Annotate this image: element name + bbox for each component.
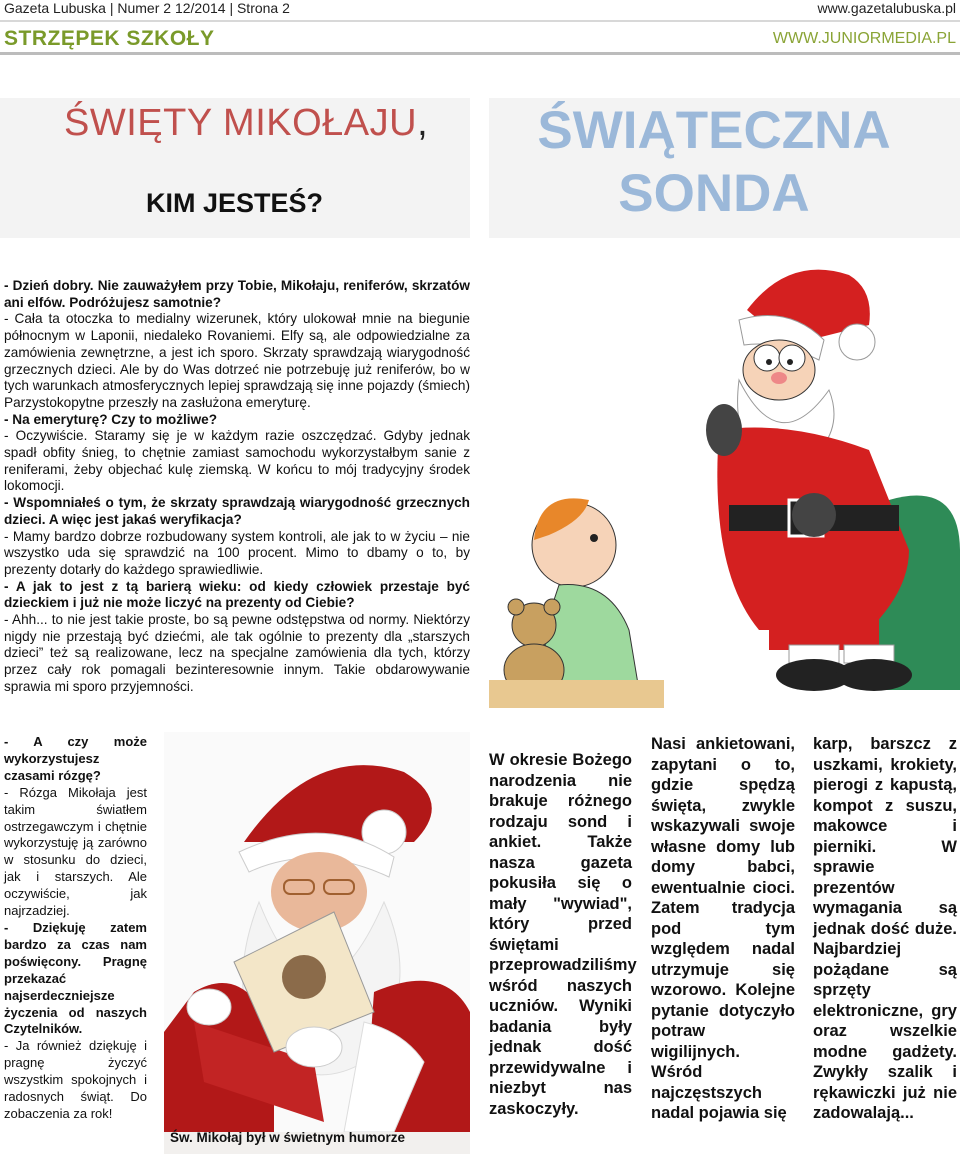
question: - Wspomniałeś o tym, że skrzaty sprawdzają wiarygodność grzecznych dzieci. A więc jest jakaś weryfikacja?	[4, 495, 470, 527]
survey-column-1: W okresie Bożego narodzenia nie brakuje różnego rodzaju sond i ankiet. Także nasza gazeta pokusiła się o mały "wywiad", który przed świętami przeprowadziliśmy wśród naszych uczniów. Wyniki badania były jednak dość przewidywalne i niezbyt nas zaskoczyły.	[489, 751, 637, 1118]
question: - A jak to jest z tą barierą wieku: od kiedy człowiek przestaje być dzieckiem i już nie może liczyć na prezenty od Ciebie?	[4, 578, 470, 611]
question: - A czy może wykorzystujesz czasami rózgę?	[4, 734, 147, 783]
answer: - Ahh... to nie jest takie proste, bo są pewne odstępstwa od normy. Niektórzy nigdy nie przestają być dziećmi, ale tak ogólnie to prezenty dla „starszych dzieci” też są realizowane, lecz na specjalne zamówienia dla tych, którzy przez cały rok pomagali bezinteresownie innym. Takie obdarowywanie sprawia mi sporo przyjemności.	[4, 612, 470, 694]
header-rule	[0, 20, 960, 22]
santa-photo	[164, 732, 470, 1154]
santa-photo-svg	[164, 732, 470, 1132]
survey-column-2: Nasi ankietowani, zapytani o to, gdzie spędzą święta, zwykle wskazywali swoje własne domy lub domy babci, ewentualnie cioci. Zatem tradycja pod tym względem nadal utrzymuje się wzorowo. Kolejne pytanie dotyczyło potraw wigilijnych. Wśród najczęstszych nadal pojawia się	[651, 735, 795, 1122]
survey-title-line2: SONDA	[618, 164, 810, 223]
survey-column-3: karp, barszcz z uszkami, krokiety, pierogi z kapustą, kompot z suszu, makowce i pierniki. W sprawie prezentów wymagania są jednak dość duże. Najbardziej pożądane są sprzęty elektroniczne, gry oraz wszelkie modne gadżety. Zwykły szalik i rękawiczki już nie zadowalają...	[813, 735, 957, 1122]
answer: - Oczywiście. Staramy się je w każdym razie oszczędzać. Gdyby jednak spadł obfity śnieg, to chętnie zamiast samochodu wykorzystałbym sanie z reniferami, żeby objechać kulę ziemską. W końcu to mój tradycyjny środek lokomocji.	[4, 428, 470, 494]
answer: - Cała ta otoczka to medialny wizerunek, który ulokował mnie na biegunie północnym w Laponii, niedaleko Rovaniemi. Elfy są, ale odpowiedzialne za zamówienia zewnętrzne, a jest ich sporo. Skrzaty sprawdzają wiarygodność grzecznych dzieci. Ale by do Was dotrzeć nie potrzebuję już reniferów, bo w tych warunkach atmosferycznych lepiej sprawdzają się inne pojazdy (śmiech) Parzystokopytne przeszły na zasłużona emeryturę.	[4, 311, 470, 410]
answer: - Mamy bardzo dobrze rozbudowany system kontroli, ale jak to w życiu – nie wszystko uda się sprawdzić na 100 procent. Mimo to dbamy o to, by prezenty dotarły do każdego sprawiedliwie.	[4, 528, 470, 577]
answer: - Rózga Mikołaja jest takim światłem ostrzegawczym i chętnie wykorzystuję ją zarówno w stosunku do dzieci, jak i starszych. Ale oczywiście, jak najrzadziej.	[4, 784, 147, 919]
section-title: STRZĘPEK SZKOŁY	[4, 27, 215, 50]
article-title	[64, 102, 428, 145]
title-box-interview	[0, 98, 470, 238]
section-rule	[0, 52, 960, 55]
article-title-comma: ,	[417, 102, 429, 144]
answer: - Ja również dziękuję i pragnę życzyć wszystkim spokojnych i radosnych świąt. Do zobaczenia za rok!	[4, 1038, 147, 1121]
interview-continuation	[4, 734, 147, 1123]
question: - Dziękuję zatem bardzo za czas nam poświęcony. Pragnę przekazać najserdeczniejsze życzenia od naszych Czytelników.	[4, 919, 147, 1037]
question: - Dzień dobry. Nie zauważyłem przy Tobie, Mikołaju, reniferów, skrzatów ani elfów. Podróżujesz samotnie?	[4, 278, 470, 310]
article-subtitle: KIM JESTEŚ?	[146, 188, 324, 218]
site-url[interactable]: www.gazetalubuska.pl	[817, 0, 956, 16]
question: - Na emeryturę? Czy to możliwe?	[4, 411, 218, 427]
article-title-text: ŚWIĘTY MIKOŁAJU	[64, 102, 418, 144]
cartoon-santa-illustration	[489, 250, 960, 708]
issue-info: Gazeta Lubuska | Numer 2 12/2014 | Strona 2	[4, 0, 290, 16]
cartoon-santa-svg	[489, 250, 960, 708]
interview-text	[4, 278, 470, 696]
photo-caption: Św. Mikołaj był w świetnym humorze	[170, 1130, 406, 1145]
survey-title-line1: ŚWIĄTECZNA	[537, 101, 891, 160]
title-box-survey	[489, 98, 960, 238]
junior-url[interactable]: WWW.JUNIORMEDIA.PL	[772, 30, 956, 47]
